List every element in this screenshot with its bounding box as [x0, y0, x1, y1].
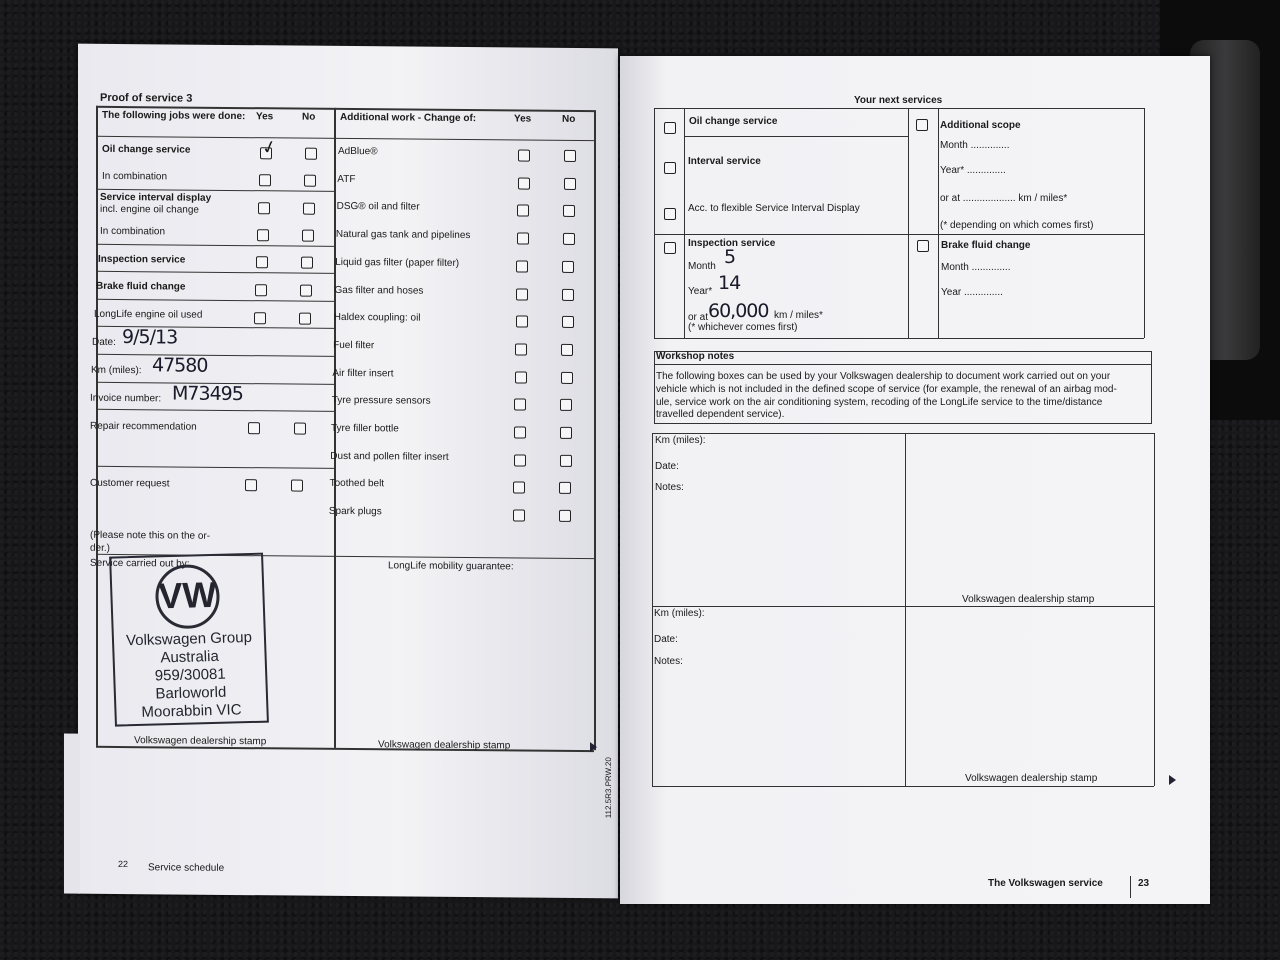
stamp-line-1: Volkswagen Group — [125, 628, 253, 650]
checkbox-brake-next[interactable] — [917, 240, 929, 252]
scope-year: Year* .............. — [940, 165, 1006, 176]
checkbox-additional-3-no[interactable] — [563, 233, 575, 245]
checkbox-additional-12-yes[interactable] — [513, 482, 525, 494]
page-edges — [64, 734, 80, 894]
notes1-date: Date: — [655, 461, 679, 472]
checkbox-longlife-no[interactable] — [299, 313, 311, 325]
workshop-text-2: vehicle which is not included in the defined scope of service (for example, the renewal of an airbag mod- — [656, 384, 1117, 395]
workshop-title: Workshop notes — [656, 351, 735, 362]
insp-year-handwritten: 14 — [718, 272, 741, 294]
checkbox-additional-scope[interactable] — [916, 119, 928, 131]
date-handwritten: 9/5/13 — [122, 326, 178, 349]
additional-item-4: Liquid gas filter (paper filter) — [335, 256, 460, 269]
checkbox-additional-13-yes[interactable] — [513, 510, 525, 522]
checkbox-comb1-yes[interactable] — [259, 174, 271, 186]
checkbox-insp-yes[interactable] — [256, 256, 268, 268]
km-label: Km (miles): — [91, 364, 142, 377]
please-note: (Please note this on the or- — [90, 529, 211, 542]
stamp-line-5: Moorabbin VIC — [141, 701, 242, 721]
additional-item-5: Gas filter and hoses — [334, 284, 424, 297]
yes-header-2: Yes — [514, 113, 532, 125]
job-longlife-oil: LongLife engine oil used — [94, 308, 203, 321]
vw-logo: VW — [154, 564, 220, 630]
checkbox-additional-9-yes[interactable] — [514, 399, 526, 411]
invoice-label: Invoice number: — [90, 392, 162, 405]
job-oil-change: Oil change service — [102, 143, 191, 156]
invoice-handwritten: M73495 — [172, 382, 243, 406]
checkbox-additional-9-no[interactable] — [560, 399, 572, 411]
job-engine-oil-change: incl. engine oil change — [100, 203, 199, 216]
additional-item-12: Toothed belt — [329, 478, 385, 490]
checkbox-additional-6-yes[interactable] — [516, 316, 528, 328]
scope-month: Month .............. — [940, 140, 1010, 151]
checkbox-additional-3-yes[interactable] — [517, 233, 529, 245]
please-note-2: der.) — [90, 542, 111, 554]
additional-scope-label: Additional scope — [940, 120, 1021, 131]
workshop-text-1: The following boxes can be used by your Volkswagen dealership to document work carried out on your — [656, 371, 1111, 382]
footer-page-num: 22 — [118, 858, 129, 870]
stamp-label-1: Volkswagen dealership stamp — [134, 735, 267, 748]
checkbox-flex[interactable] — [664, 208, 676, 220]
footer-text: Service schedule — [148, 862, 225, 874]
job-inspection: Inspection service — [98, 253, 186, 266]
scope-depending: (* depending on which comes first) — [940, 220, 1094, 231]
col1-header: The following jobs were done: — [102, 109, 246, 123]
additional-item-6: Haldex coupling: oil — [333, 312, 421, 324]
additional-item-10: Tyre filler bottle — [331, 422, 399, 435]
checkbox-repair-no[interactable] — [294, 423, 306, 435]
brake-next-label: Brake fluid change — [941, 240, 1031, 251]
checkbox-additional-1-yes[interactable] — [518, 177, 530, 189]
checkbox-additional-0-no[interactable] — [564, 150, 576, 162]
insp-km-handwritten: 60,000 — [708, 300, 769, 322]
stamp-line-4: Barloworld — [155, 683, 227, 703]
checkbox-additional-5-no[interactable] — [562, 288, 574, 300]
checkbox-customer-yes[interactable] — [245, 479, 257, 491]
checkbox-additional-10-no[interactable] — [560, 427, 572, 439]
dealer-stamp — [109, 553, 269, 727]
insp-or-at: or at — [688, 312, 709, 323]
page-title: Proof of service 3 — [100, 91, 193, 105]
footer-text-right: The Volkswagen service — [988, 878, 1103, 889]
checkbox-interval[interactable] — [664, 162, 676, 174]
service-by-label: Service carried out by: — [90, 557, 190, 570]
checkbox-longlife-yes[interactable] — [254, 312, 266, 324]
next-oil-label: Oil change service — [689, 116, 778, 127]
checkbox-comb2-yes[interactable] — [257, 229, 269, 241]
notes1-notes: Notes: — [655, 482, 684, 493]
checkbox-additional-7-yes[interactable] — [515, 343, 527, 355]
next-services-header: Your next services — [854, 95, 943, 106]
no-header: No — [302, 111, 316, 123]
checkbox-additional-1-no[interactable] — [564, 178, 576, 190]
footer-page-num-right: 23 — [1138, 878, 1150, 889]
notes2-date: Date: — [654, 634, 678, 645]
job-service-interval: Service interval display — [100, 191, 212, 204]
stamp-label-2: Volkswagen dealership stamp — [378, 739, 511, 752]
scope-or-at: or at ................... km / miles* — [940, 193, 1068, 204]
checkbox-additional-8-no[interactable] — [561, 371, 573, 383]
notes1-km: Km (miles): — [655, 435, 706, 446]
next-arrow-right — [1169, 775, 1176, 785]
longlife-label: LongLife mobility guarantee: — [388, 560, 514, 573]
checkbox-additional-12-no[interactable] — [559, 482, 571, 494]
checkbox-oil-no[interactable] — [305, 148, 317, 160]
insp-month-label: Month — [688, 261, 716, 272]
checkbox-additional-4-yes[interactable] — [516, 260, 528, 272]
checkbox-additional-0-yes[interactable] — [518, 149, 530, 161]
interval-label: Interval service — [688, 156, 761, 167]
job-brake-fluid: Brake fluid change — [96, 280, 186, 293]
checkbox-comb2-no[interactable] — [302, 230, 314, 242]
checkbox-additional-6-no[interactable] — [562, 316, 574, 328]
notes2-stamp-label: Volkswagen dealership stamp — [965, 773, 1098, 784]
workshop-text-3: ule, service work on the air conditioning system, recoding of the LongLife service to the time/distance — [656, 397, 1103, 408]
repair-label: Repair recommendation — [90, 420, 197, 433]
additional-item-8: Air filter insert — [332, 367, 394, 379]
checkbox-next-oil[interactable] — [664, 122, 676, 134]
brake-year: Year .............. — [941, 287, 1003, 298]
brake-month: Month .............. — [941, 262, 1011, 273]
additional-item-3: Natural gas tank and pipelines — [335, 228, 471, 242]
insp-km-tail: km / miles* — [774, 310, 823, 321]
checkbox-additional-7-no[interactable] — [561, 344, 573, 356]
left-page — [78, 44, 618, 899]
additional-item-13: Spark plugs — [328, 505, 382, 518]
checkbox-insp-no[interactable] — [301, 257, 313, 269]
checkbox-additional-2-yes[interactable] — [517, 205, 529, 217]
job-in-combination-1: In combination — [102, 170, 168, 183]
right-page — [620, 56, 1210, 904]
checkbox-inspection[interactable] — [664, 242, 676, 254]
additional-item-0: AdBlue® — [338, 145, 378, 158]
additional-item-9: Tyre pressure sensors — [331, 395, 431, 408]
checkbox-sid-no[interactable] — [303, 203, 315, 215]
checkbox-brake-no[interactable] — [300, 285, 312, 297]
checkbox-brake-yes[interactable] — [255, 284, 267, 296]
flex-label: Acc. to flexible Service Interval Display — [688, 203, 860, 214]
additional-item-11: Dust and pollen filter insert — [330, 450, 449, 463]
notes1-stamp-label: Volkswagen dealership stamp — [962, 594, 1095, 605]
checkbox-additional-11-no[interactable] — [560, 455, 572, 467]
notes2-notes: Notes: — [654, 656, 683, 667]
insp-year-label: Year* — [688, 286, 713, 297]
job-in-combination-2: In combination — [100, 225, 166, 238]
checkbox-additional-5-yes[interactable] — [516, 288, 528, 300]
checkbox-comb1-no[interactable] — [304, 175, 316, 187]
inspection-label: Inspection service — [688, 238, 776, 249]
next-arrow — [590, 742, 597, 752]
checkbox-sid-yes[interactable] — [258, 202, 270, 214]
col2-header: Additional work - Change of: — [340, 111, 477, 125]
checkbox-customer-no[interactable] — [291, 480, 303, 492]
customer-label: Customer request — [90, 477, 170, 490]
insp-month-handwritten: 5 — [724, 246, 736, 268]
checkbox-additional-10-yes[interactable] — [514, 426, 526, 438]
checkbox-additional-4-no[interactable] — [562, 261, 574, 273]
checkbox-repair-yes[interactable] — [248, 422, 260, 434]
checkbox-additional-2-no[interactable] — [563, 205, 575, 217]
additional-item-1: ATF — [337, 173, 356, 185]
spine-code: 112.5R3.PRW.20 — [604, 757, 613, 819]
no-header-2: No — [562, 113, 576, 125]
notes2-km: Km (miles): — [654, 608, 705, 619]
checkbox-additional-11-yes[interactable] — [514, 454, 526, 466]
workshop-text-4: travelled dependent service). — [656, 409, 785, 420]
additional-item-2: DSG® oil and filter — [336, 201, 420, 214]
km-handwritten: 47580 — [152, 354, 208, 377]
checkbox-additional-8-yes[interactable] — [515, 371, 527, 383]
stamp-line-3: 959/30081 — [154, 665, 226, 685]
tick-mark: ✓ — [259, 135, 280, 159]
stamp-line-2: Australia — [160, 647, 220, 667]
insp-whichever: (* whichever comes first) — [688, 322, 798, 333]
date-label: Date: — [92, 336, 116, 348]
additional-item-7: Fuel filter — [333, 339, 375, 352]
checkbox-additional-13-no[interactable] — [559, 510, 571, 522]
yes-header: Yes — [256, 111, 274, 123]
